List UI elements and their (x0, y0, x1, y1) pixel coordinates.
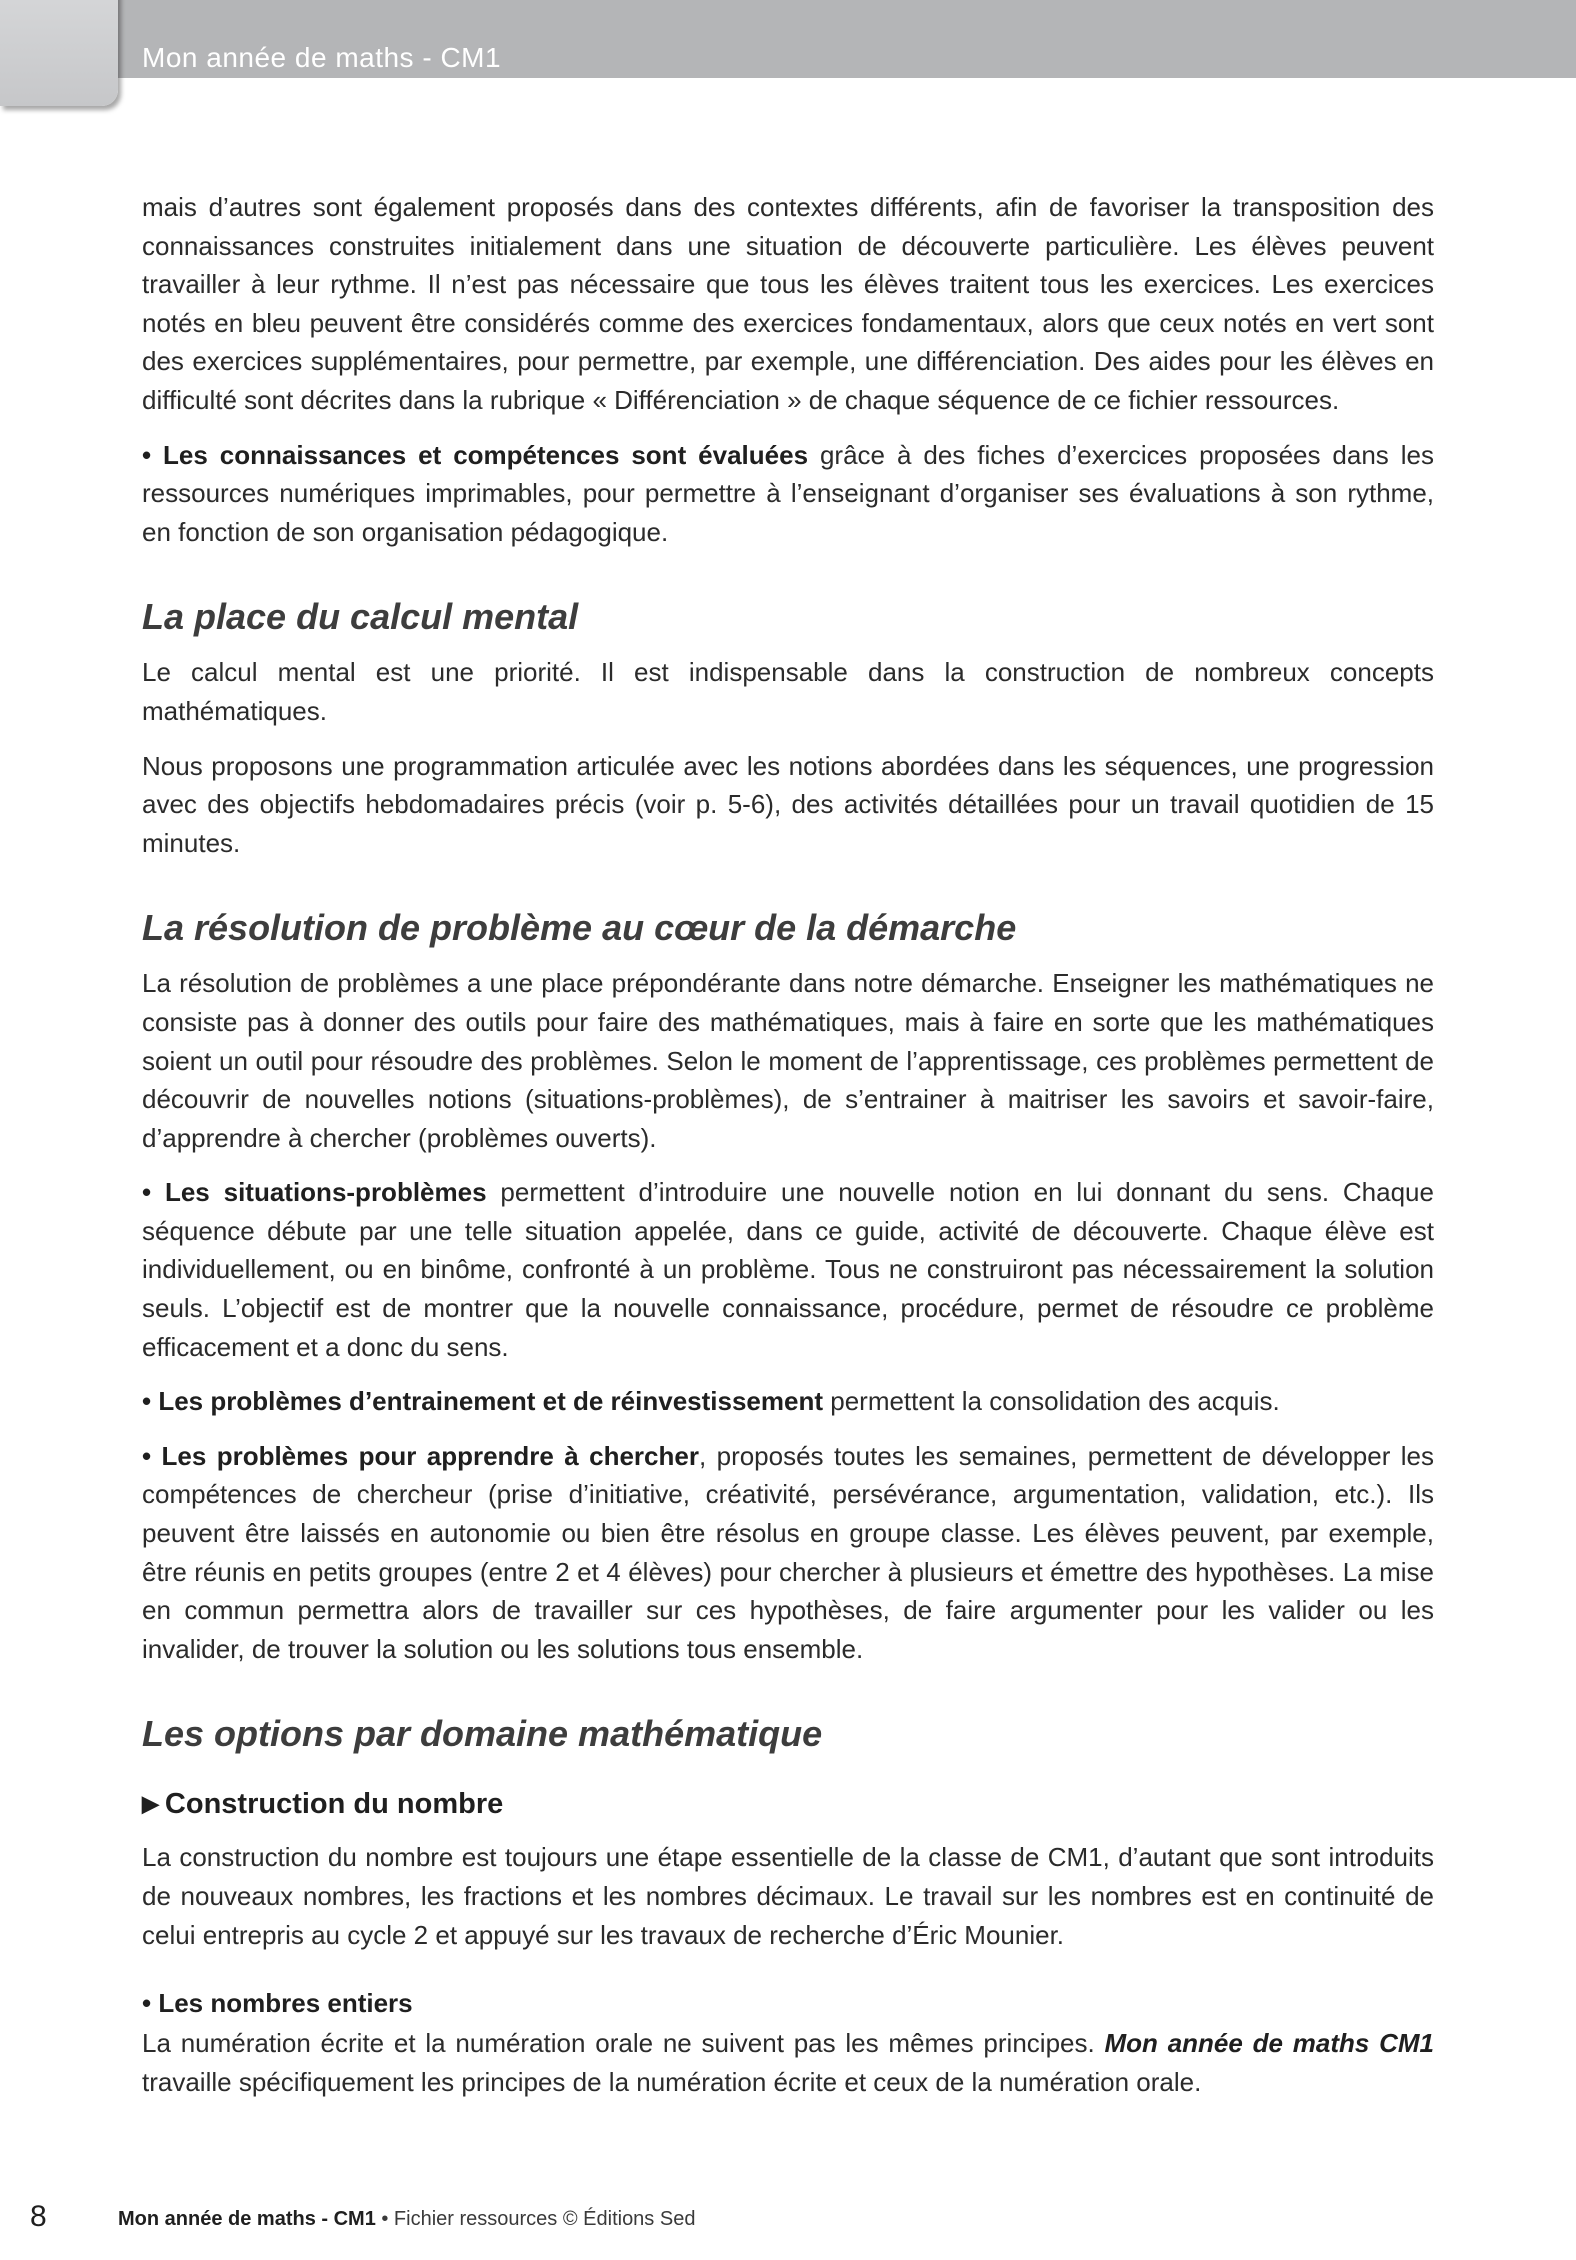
paragraph-text: permettent la consolidation des acquis. (823, 1386, 1280, 1417)
page-number: 8 (30, 2200, 47, 2233)
footer-credit: • Fichier ressources © Éditions Sed (375, 2208, 696, 2230)
paragraph-situations (142, 1173, 1434, 1366)
subheading-entiers: • Les nombres entiers (142, 1988, 413, 2019)
bold-lead: • Les situations-problèmes (142, 1177, 487, 1208)
paragraph-entiers (142, 2024, 1434, 2101)
paragraph-text: permettent d’introduire une nouvelle notion en lui donnant du sens. Chaque séquence débute par une telle situation appelée, dans ce guide, activité de découverte. Chaque élève est individuellement, ou en binôme, confronté à un problème. Tous ne construiront pas nécessairement la solution seuls. L’objectif est de montrer que la nouvelle connaissance, procédure, permet de résoudre ce problème efficacement et a donc du sens. (142, 1177, 1434, 1362)
paragraph-text: La numération écrite et la numération orale ne suivent pas les mêmes principes. (142, 2028, 1105, 2059)
bold-lead: • Les connaissances et compétences sont évaluées (142, 439, 809, 470)
header-tab-decoration (0, 0, 118, 106)
heading-resolution: La résolution de problème au cœur de la démarche (142, 907, 1017, 949)
paragraph-evaluation (142, 436, 1434, 552)
heading-options: Les options par domaine mathématique (142, 1713, 823, 1755)
footer (118, 2208, 695, 2231)
paragraph-calcul-1: Le calcul mental est une priorité. Il est indispensable dans la construction de nombreux concepts mathématiques. (142, 657, 1434, 726)
book-title: Mon année de maths CM1 (1104, 2028, 1434, 2059)
paragraph-text: grâce à des fiches d’exercices proposées dans les ressources numériques imprimables, pour permettre à l’enseignant d’organiser ses évaluations à son rythme, en fonction de son organisation pédagogique. (142, 439, 1434, 547)
paragraph-text: , proposés toutes les semaines, permettent de développer les compétences de chercheur (prise d’initiative, créativité, persévérance, argumentation, validation, etc.). Ils peuvent être laissés en autonomie ou bien être résolus en groupe classe. Les élèves peuvent, par exemple, être réunis en petits groupes (entre 2 et 4 élèves) pour chercher à plusieurs et émettre des hypothèses. La mise en commun permettra alors de travailler sur ces hypothèses, de faire argumenter pour les valider ou les invalider, de trouver la solution ou les solutions tous ensemble. (142, 1440, 1434, 1664)
subheading-construction (142, 1784, 1434, 1824)
paragraph-entrainement (142, 1382, 1434, 1421)
paragraph-chercher (142, 1437, 1434, 1669)
bold-lead: • Les problèmes pour apprendre à chercher (142, 1440, 699, 1471)
paragraph-calcul-2: Nous proposons une programmation articulée avec les notions abordées dans les séquences, une progression avec des objectifs hebdomadaires précis (voir p. 5-6), des activités détaillées pour un travail quotidien de 15 minutes. (142, 750, 1434, 858)
subheading-text: Construction du nombre (164, 1788, 504, 1821)
paragraph-resolution: La résolution de problèmes a une place prépondérante dans notre démarche. Enseigner les mathématiques ne consiste pas à donner des outils pour faire des mathématiques, mais à faire en sorte que les mathématiques soient un outil pour résoudre des problèmes. Selon le moment de l’apprentissage, ces problèmes permettent de découvrir de nouvelles notions (situations-problèmes), de s’entrainer à maitriser les savoirs et savoir-faire, d’apprendre à chercher (problèmes ouverts). (142, 968, 1434, 1153)
header-title: Mon année de maths - CM1 (142, 42, 502, 73)
page-content (142, 188, 1434, 2101)
paragraph-text: travaille spécifiquement les principes de la numération écrite et ceux de la numération orale. (142, 2066, 1202, 2097)
triangle-right-icon: ▶ (142, 1791, 159, 1817)
footer-title: Mon année de maths - CM1 (118, 2208, 376, 2230)
heading-calcul-mental: La place du calcul mental (142, 596, 579, 638)
bold-lead: • Les problèmes d’entrainement et de réinvestissement (142, 1386, 824, 1417)
paragraph-exercices: mais d’autres sont également proposés dans des contextes différents, afin de favoriser la transposition des connaissances construites initialement dans une situation de découverte particulière. Les élèves peuvent travailler à leur rythme. Il n’est pas nécessaire que tous les élèves traitent tous les exercices. Les exercices notés en bleu peuvent être considérés comme des exercices fondamentaux, alors que ceux notés en vert sont des exercices supplémentaires, pour permettre, par exemple, une différenciation. Des aides pour les élèves en difficulté sont décrites dans la rubrique « Différenciation » de chaque séquence de ce fichier ressources. (142, 192, 1434, 415)
paragraph-construction: La construction du nombre est toujours une étape essentielle de la classe de CM1, d’autant que sont introduits de nouveaux nombres, les fractions et les nombres décimaux. Le travail sur les nombres est en continuité de celui entrepris au cycle 2 et appuyé sur les travaux de recherche d’Éric Mounier. (142, 1842, 1434, 1950)
